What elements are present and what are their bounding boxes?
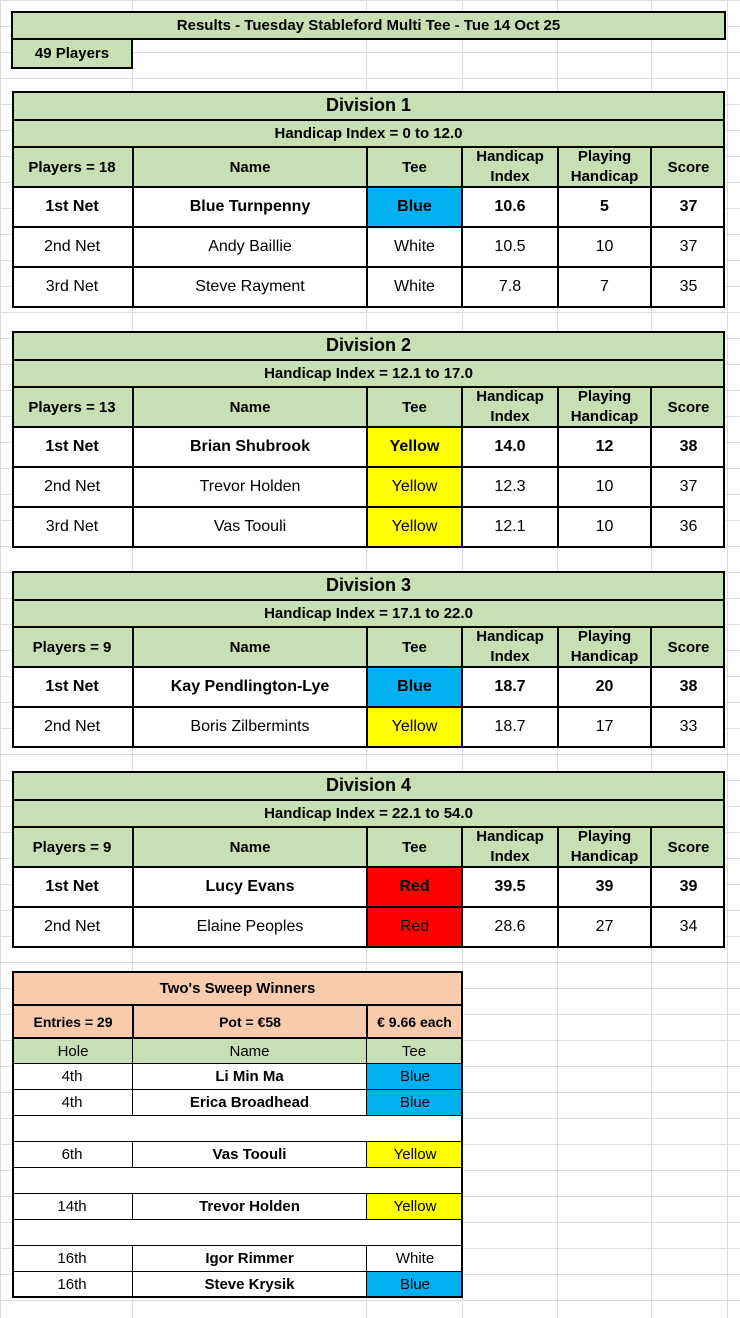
col-handicap-index <box>461 388 557 426</box>
place-cell: 2nd Net <box>43 718 101 735</box>
place-cell: 2nd Net <box>43 238 101 255</box>
division-header-row <box>12 146 725 186</box>
playing-handicap-cell: 10 <box>557 468 650 506</box>
title-text: Results - Tuesday Stableford Multi Tee - Tue 14 Oct 25 <box>176 17 561 34</box>
col-tee: Tee <box>366 388 461 426</box>
col-playing-handicap-line1: Playing <box>577 828 632 845</box>
place-cell: 1st Net <box>45 878 99 895</box>
player-count <box>11 38 133 69</box>
playing-handicap-cell: 39 <box>557 868 650 906</box>
sweep-winner-row <box>12 1089 463 1115</box>
winner-name-cell: Trevor Holden <box>132 1194 366 1219</box>
col-score: Score <box>650 148 725 186</box>
score-cell: 34 <box>650 908 725 946</box>
sweep-tee-cell: Blue <box>366 1090 463 1115</box>
tee-cell: Blue <box>366 668 461 706</box>
sweep-spacer-cell <box>12 1116 463 1141</box>
sweep-tee-cell: Yellow <box>366 1142 463 1167</box>
hole-cell: 16th <box>57 1276 87 1293</box>
tee-cell: Red <box>366 868 461 906</box>
hole-cell: 16th <box>57 1250 87 1267</box>
sweep-spacer-cell <box>12 1220 463 1245</box>
col-handicap-index <box>461 828 557 866</box>
result-row <box>12 506 725 546</box>
division-header-row <box>12 386 725 426</box>
col-handicap-index-line1: Handicap <box>476 828 544 845</box>
division-title: Division 3 <box>12 571 725 599</box>
division-range: Handicap Index = 22.1 to 54.0 <box>12 799 725 826</box>
hole-cell: 14th <box>57 1198 87 1215</box>
division-range: Handicap Index = 0 to 12.0 <box>12 119 725 146</box>
winner-name-cell: Steve Krysik <box>132 1272 366 1297</box>
col-playing-handicap <box>557 148 650 186</box>
sweep-spacer-row <box>12 1219 463 1245</box>
handicap-index-cell: 28.6 <box>461 908 557 946</box>
sweep-winner-row <box>12 1245 463 1271</box>
player-name-cell: Brian Shubrook <box>132 428 366 466</box>
result-row <box>12 666 725 706</box>
place-cell: 1st Net <box>45 438 99 455</box>
handicap-index-cell: 12.3 <box>461 468 557 506</box>
score-cell: 37 <box>650 188 725 226</box>
place-cell: 2nd Net <box>43 918 101 935</box>
sweep-pot: Pot = €58 <box>132 1006 366 1037</box>
winner-name-cell: Li Min Ma <box>132 1064 366 1089</box>
col-tee: Tee <box>366 628 461 666</box>
sweep-title-text: Two's Sweep Winners <box>159 980 316 997</box>
division-range: Handicap Index = 17.1 to 22.0 <box>12 599 725 626</box>
result-row <box>12 226 725 266</box>
players-count: Players = 9 <box>32 638 112 656</box>
hole-cell: 4th <box>61 1068 83 1085</box>
tee-cell: Blue <box>366 188 461 226</box>
sweep-entries: Entries = 29 <box>12 1006 132 1037</box>
division-range: Handicap Index = 12.1 to 17.0 <box>12 359 725 386</box>
col-name: Name <box>132 628 366 666</box>
col-playing-handicap-line2: Handicap <box>570 168 639 185</box>
sweep-spacer-row <box>12 1115 463 1141</box>
col-playing-handicap-line2: Handicap <box>570 848 639 865</box>
score-cell: 37 <box>650 468 725 506</box>
col-handicap-index <box>461 628 557 666</box>
handicap-index-cell: 12.1 <box>461 508 557 546</box>
col-handicap-index-line2: Index <box>490 648 530 665</box>
playing-handicap-cell: 17 <box>557 708 650 746</box>
tee-cell: Yellow <box>366 708 461 746</box>
hole-cell: 4th <box>61 1094 83 1111</box>
sweep-spacer-row <box>12 1167 463 1193</box>
col-playing-handicap <box>557 388 650 426</box>
score-cell: 39 <box>650 868 725 906</box>
score-cell: 38 <box>650 428 725 466</box>
tee-cell: Yellow <box>366 468 461 506</box>
division-title: Division 2 <box>12 331 725 359</box>
col-playing-handicap-line1: Playing <box>577 628 632 645</box>
tee-cell: White <box>366 268 461 306</box>
tee-cell: Red <box>366 908 461 946</box>
col-playing-handicap-line1: Playing <box>577 148 632 165</box>
sweep-col-hole: Hole <box>12 1039 132 1063</box>
result-row <box>12 426 725 466</box>
place-cell: 1st Net <box>45 198 99 215</box>
col-name: Name <box>132 388 366 426</box>
col-handicap-index <box>461 148 557 186</box>
result-row <box>12 866 725 906</box>
handicap-index-cell: 39.5 <box>461 868 557 906</box>
sweep-col-name: Name <box>132 1039 366 1063</box>
page-title <box>11 11 726 40</box>
division-title: Division 1 <box>12 91 725 119</box>
sweep-winner-row <box>12 1141 463 1167</box>
sweep-summary-row <box>12 1004 463 1037</box>
sweep-spacer-cell <box>12 1168 463 1193</box>
players-count: Players = 9 <box>32 838 112 856</box>
handicap-index-cell: 10.5 <box>461 228 557 266</box>
division-header-row <box>12 826 725 866</box>
col-handicap-index-line2: Index <box>490 408 530 425</box>
sweep-tee-cell: Yellow <box>366 1194 463 1219</box>
col-score: Score <box>650 828 725 866</box>
handicap-index-cell: 18.7 <box>461 708 557 746</box>
player-name-cell: Steve Rayment <box>132 268 366 306</box>
handicap-index-cell: 10.6 <box>461 188 557 226</box>
player-name-cell: Elaine Peoples <box>132 908 366 946</box>
place-cell: 3rd Net <box>45 518 99 535</box>
player-name-cell: Vas Toouli <box>132 508 366 546</box>
result-row <box>12 186 725 226</box>
col-playing-handicap-line2: Handicap <box>570 648 639 665</box>
col-handicap-index-line1: Handicap <box>476 388 544 405</box>
hole-cell: 6th <box>61 1146 83 1163</box>
result-row <box>12 266 725 306</box>
tee-cell: White <box>366 228 461 266</box>
col-playing-handicap <box>557 628 650 666</box>
winner-name-cell: Igor Rimmer <box>132 1246 366 1271</box>
sweep-col-tee: Tee <box>366 1039 463 1063</box>
playing-handicap-cell: 10 <box>557 228 650 266</box>
col-handicap-index-line2: Index <box>490 848 530 865</box>
sweep-winner-row <box>12 1193 463 1219</box>
player-name-cell: Lucy Evans <box>132 868 366 906</box>
handicap-index-cell: 18.7 <box>461 668 557 706</box>
score-cell: 36 <box>650 508 725 546</box>
division-header-row <box>12 626 725 666</box>
tee-cell: Yellow <box>366 508 461 546</box>
place-cell: 1st Net <box>45 678 99 695</box>
col-name: Name <box>132 148 366 186</box>
winner-name-cell: Erica Broadhead <box>132 1090 366 1115</box>
col-score: Score <box>650 628 725 666</box>
result-row <box>12 706 725 746</box>
sweep-winner-row <box>12 1063 463 1089</box>
playing-handicap-cell: 27 <box>557 908 650 946</box>
player-count-text: 49 Players <box>34 45 110 62</box>
sweep-tee-cell: Blue <box>366 1064 463 1089</box>
playing-handicap-cell: 10 <box>557 508 650 546</box>
score-cell: 33 <box>650 708 725 746</box>
sweep-tee-cell: White <box>366 1246 463 1271</box>
playing-handicap-cell: 20 <box>557 668 650 706</box>
col-playing-handicap-line2: Handicap <box>570 408 639 425</box>
winner-name-cell: Vas Toouli <box>132 1142 366 1167</box>
player-name-cell: Andy Baillie <box>132 228 366 266</box>
sweep-winner-row <box>12 1271 463 1297</box>
col-tee: Tee <box>366 828 461 866</box>
handicap-index-cell: 14.0 <box>461 428 557 466</box>
players-count: Players = 13 <box>28 398 116 416</box>
player-name-cell: Trevor Holden <box>132 468 366 506</box>
result-row <box>12 906 725 946</box>
playing-handicap-cell: 12 <box>557 428 650 466</box>
col-tee: Tee <box>366 148 461 186</box>
score-cell: 38 <box>650 668 725 706</box>
col-handicap-index-line1: Handicap <box>476 628 544 645</box>
sweep-each: € 9.66 each <box>366 1006 463 1037</box>
handicap-index-cell: 7.8 <box>461 268 557 306</box>
players-count: Players = 18 <box>28 158 116 176</box>
place-cell: 3rd Net <box>45 278 99 295</box>
player-name-cell: Kay Pendlington-Lye <box>132 668 366 706</box>
col-score: Score <box>650 388 725 426</box>
place-cell: 2nd Net <box>43 478 101 495</box>
division-title: Division 4 <box>12 771 725 799</box>
col-playing-handicap-line1: Playing <box>577 388 632 405</box>
tee-cell: Yellow <box>366 428 461 466</box>
score-cell: 37 <box>650 228 725 266</box>
sweep-title <box>12 971 463 1004</box>
playing-handicap-cell: 5 <box>557 188 650 226</box>
playing-handicap-cell: 7 <box>557 268 650 306</box>
player-name-cell: Boris Zilbermints <box>132 708 366 746</box>
sweep-header-row <box>12 1037 463 1063</box>
col-handicap-index-line2: Index <box>490 168 530 185</box>
col-playing-handicap <box>557 828 650 866</box>
result-row <box>12 466 725 506</box>
col-name: Name <box>132 828 366 866</box>
sweep-tee-cell: Blue <box>366 1272 463 1297</box>
col-handicap-index-line1: Handicap <box>476 148 544 165</box>
player-name-cell: Blue Turnpenny <box>132 188 366 226</box>
score-cell: 35 <box>650 268 725 306</box>
